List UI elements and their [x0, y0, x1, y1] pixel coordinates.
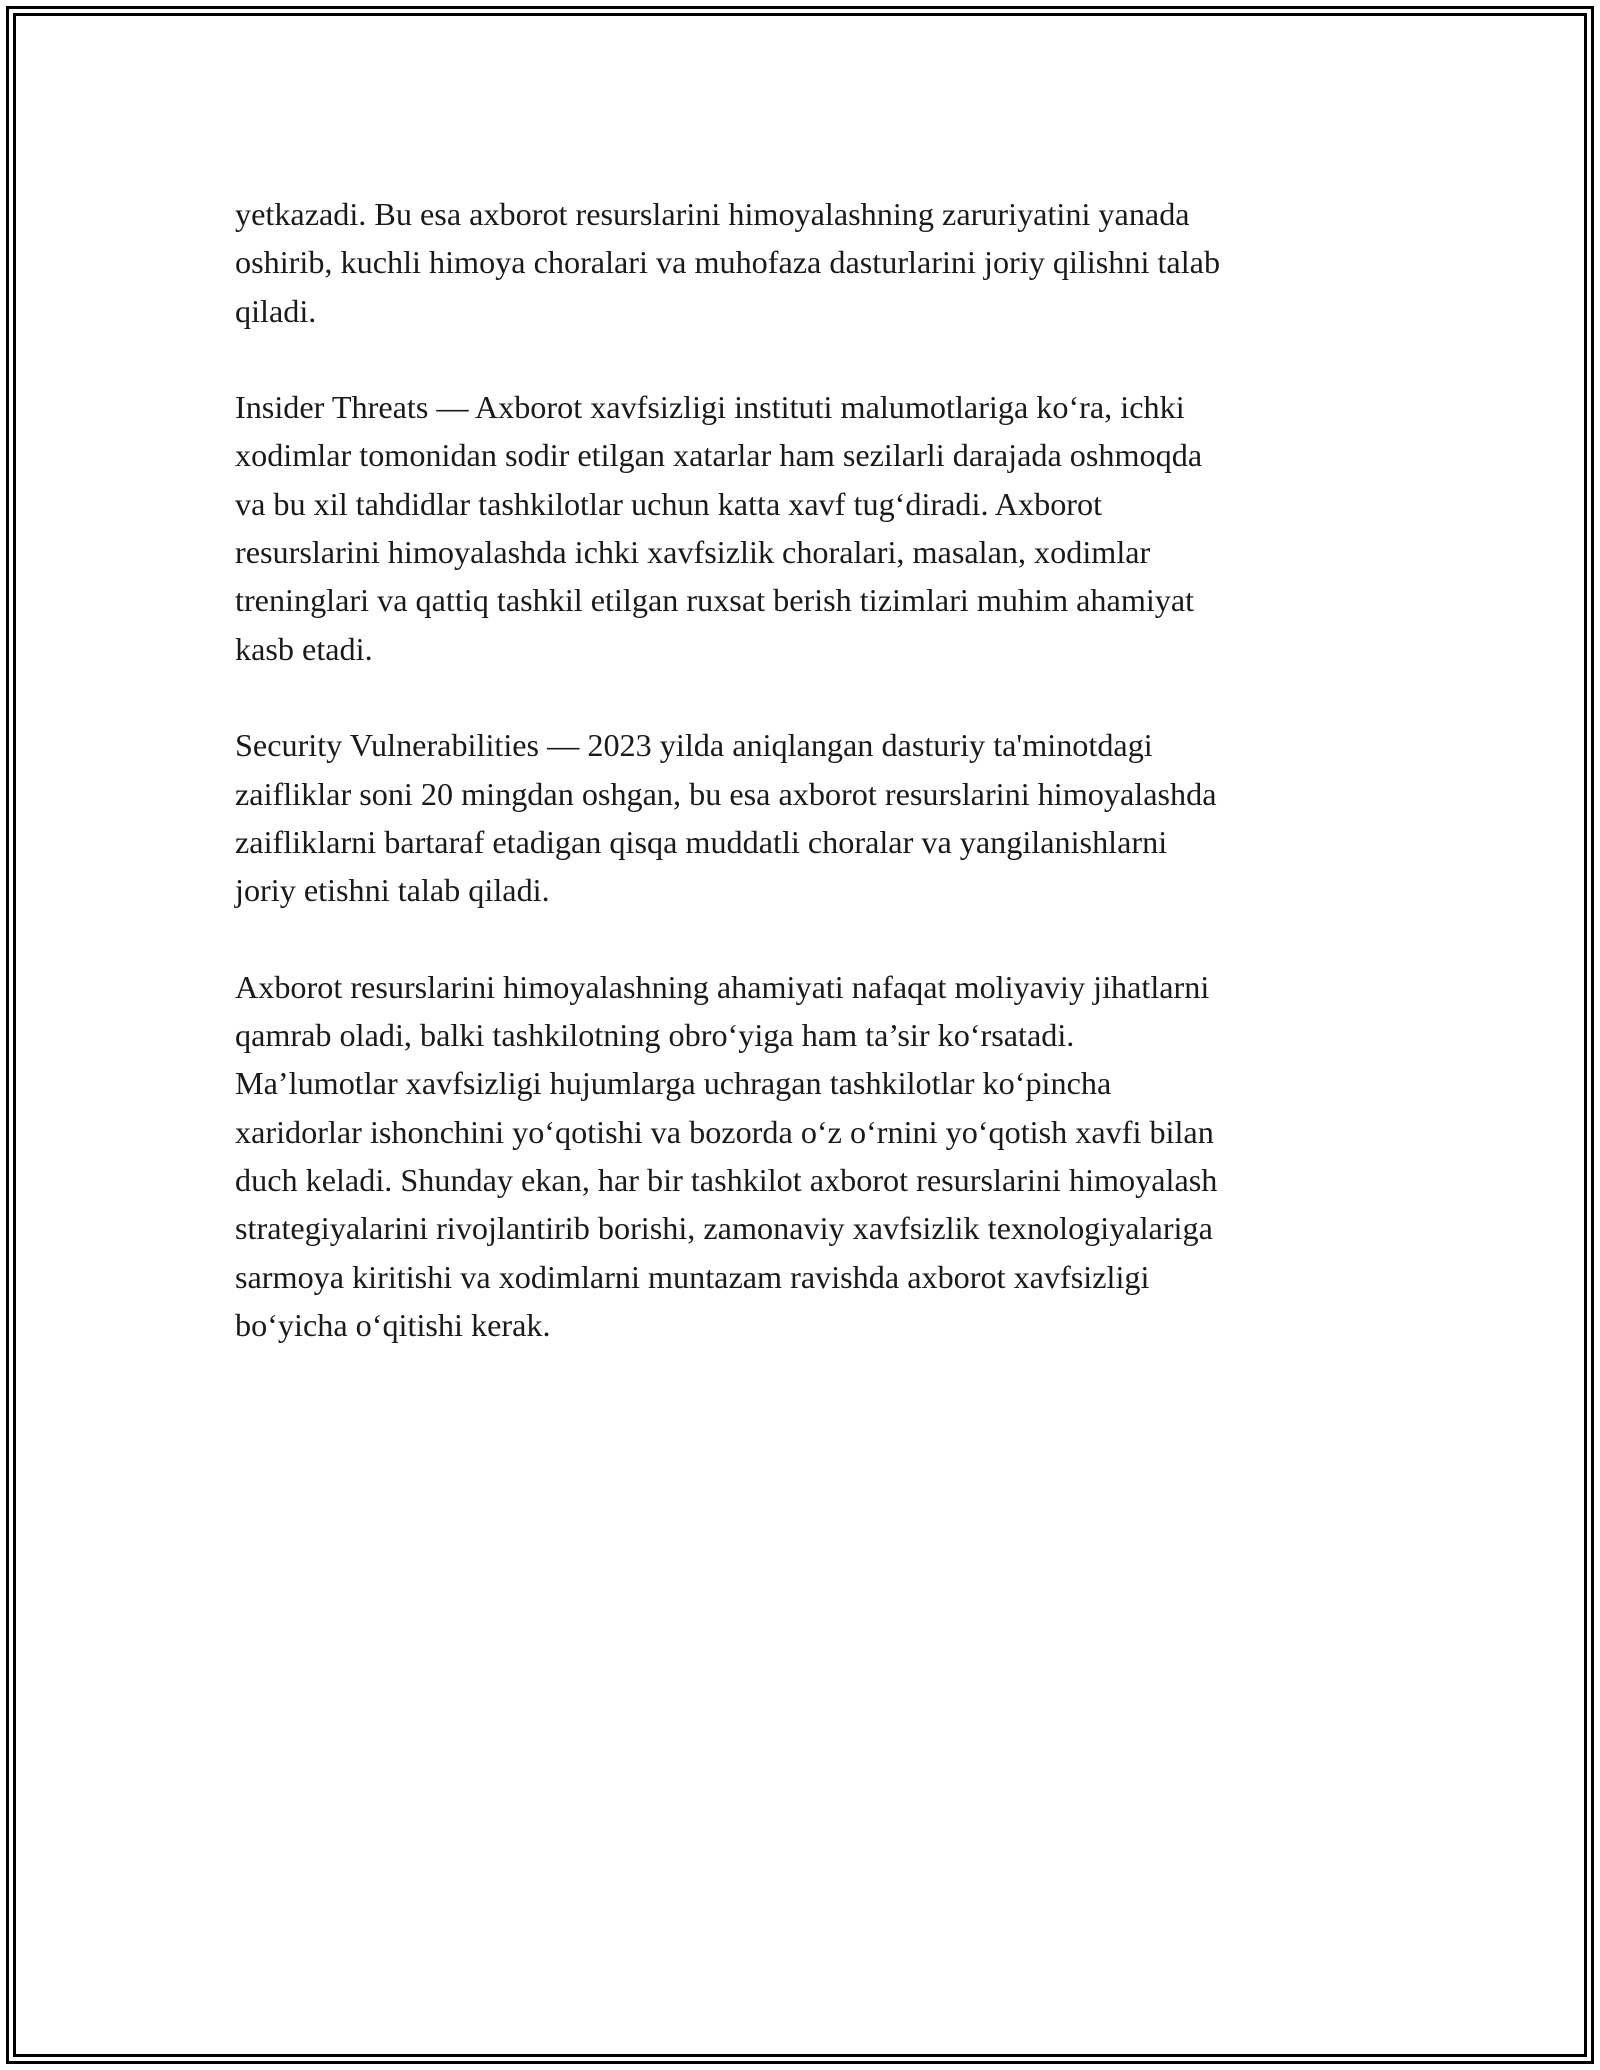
paragraph-security-vulnerabilities: Security Vulnerabilities — 2023 yilda aniqlangan dasturiy ta'minotdagi zaifliklar soni 20 mingdan oshgan, bu esa axborot resurslarini himoyalashda zaifliklarni bartaraf etadigan qisqa muddatli choralar va yangilanishlarni joriy etishni talab qiladi.	[235, 727, 1217, 909]
paragraph-conclusion: Axborot resurslarini himoyalashning ahamiyati nafaqat moliyaviy jihatlarni qamrab oladi, balki tashkilotning obroʻyiga ham ta’sir koʻrsatadi. Ma’lumotlar xavfsizligi hujumlarga uchragan tashkilotlar koʻpincha xaridorlar ishonchini yoʻqotishi va bozorda oʻz oʻrnini yoʻqotish xavfi bilan duch keladi. Shunday ekan, har bir tashkilot axborot resurslarini himoyalash strategiyalarini rivojlantirib borishi, zamonaviy xavfsizlik texnologiyalariga sarmoya kiritishi va xodimlarni muntazam ravishda axborot xavfsizligi boʻyicha oʻqitishi kerak.	[235, 968, 1218, 1343]
paragraph-insider-threats: Insider Threats — Axborot xavfsizligi instituti malumotlariga koʻra, ichki xodimlar tomonidan sodir etilgan xatarlar ham sezilarli darajada oshmoqda va bu xil tahdidlar tashkilotlar uchun katta xavf tugʻdiradi. Axborot resurslarini himoyalashda ichki xavfsizlik choralari, masalan, xodimlar treninglari va qattiq tashkil etilgan ruxsat berish tizimlari muhim ahamiyat kasb etadi.	[235, 389, 1203, 667]
paragraph-continuation: yetkazadi. Bu esa axborot resurslarini himoyalashning zaruriyatini yanada oshirib, kuchli himoya choralari va muhofaza dasturlarini joriy qilishni talab qiladi.	[235, 196, 1221, 329]
document-body	[235, 190, 1375, 1397]
